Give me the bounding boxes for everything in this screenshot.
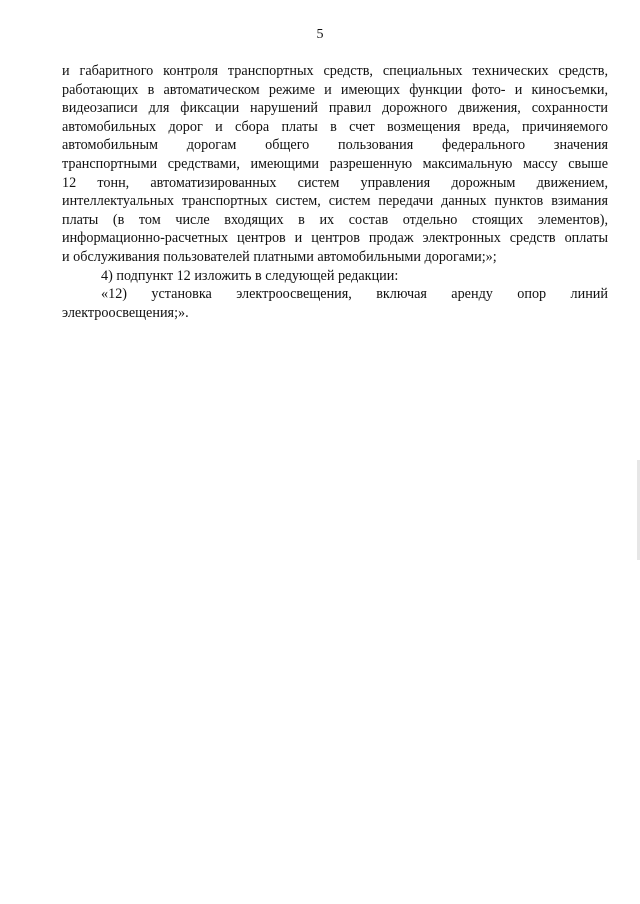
paragraph-line: автомобильных дорог и сбора платы в счет возмещения вреда, причиняемого bbox=[62, 118, 608, 135]
amendment-instruction: 4) подпункт 12 изложить в следующей редакции: bbox=[101, 267, 399, 284]
paragraph-line: 12 тонн, автоматизированных систем управления дорожным движением, bbox=[62, 174, 608, 191]
paragraph-line: видеозаписи для фиксации нарушений правил дорожного движения, сохранности bbox=[62, 100, 608, 117]
paragraph-line: и обслуживания пользователей платными автомобильными дорогами;»; bbox=[62, 248, 497, 265]
amendment-text-line: «12) установка электроосвещения, включая аренду опор линий bbox=[101, 286, 608, 303]
document-body bbox=[62, 62, 608, 322]
paragraph-line: информационно-расчетных центров и центров продаж электронных средств оплаты bbox=[62, 230, 608, 247]
paragraph-line: автомобильным дорогам общего пользования федерального значения bbox=[62, 137, 608, 154]
paragraph-line: интеллектуальных транспортных систем, систем передачи данных пунктов взимания bbox=[62, 193, 608, 210]
amendment-text-line: электроосвещения;». bbox=[62, 304, 189, 321]
paragraph-line: работающих в автоматическом режиме и имеющих функции фото- и киносъемки, bbox=[62, 81, 608, 98]
page-number: 5 bbox=[316, 27, 324, 42]
paragraph-line: и габаритного контроля транспортных средств, специальных технических средств, bbox=[62, 63, 608, 79]
paragraph-line: платы (в том числе входящих в их состав отдельно стоящих элементов), bbox=[62, 211, 608, 228]
paragraph-line: транспортными средствами, имеющими разрешенную максимальную массу свыше bbox=[62, 155, 608, 172]
